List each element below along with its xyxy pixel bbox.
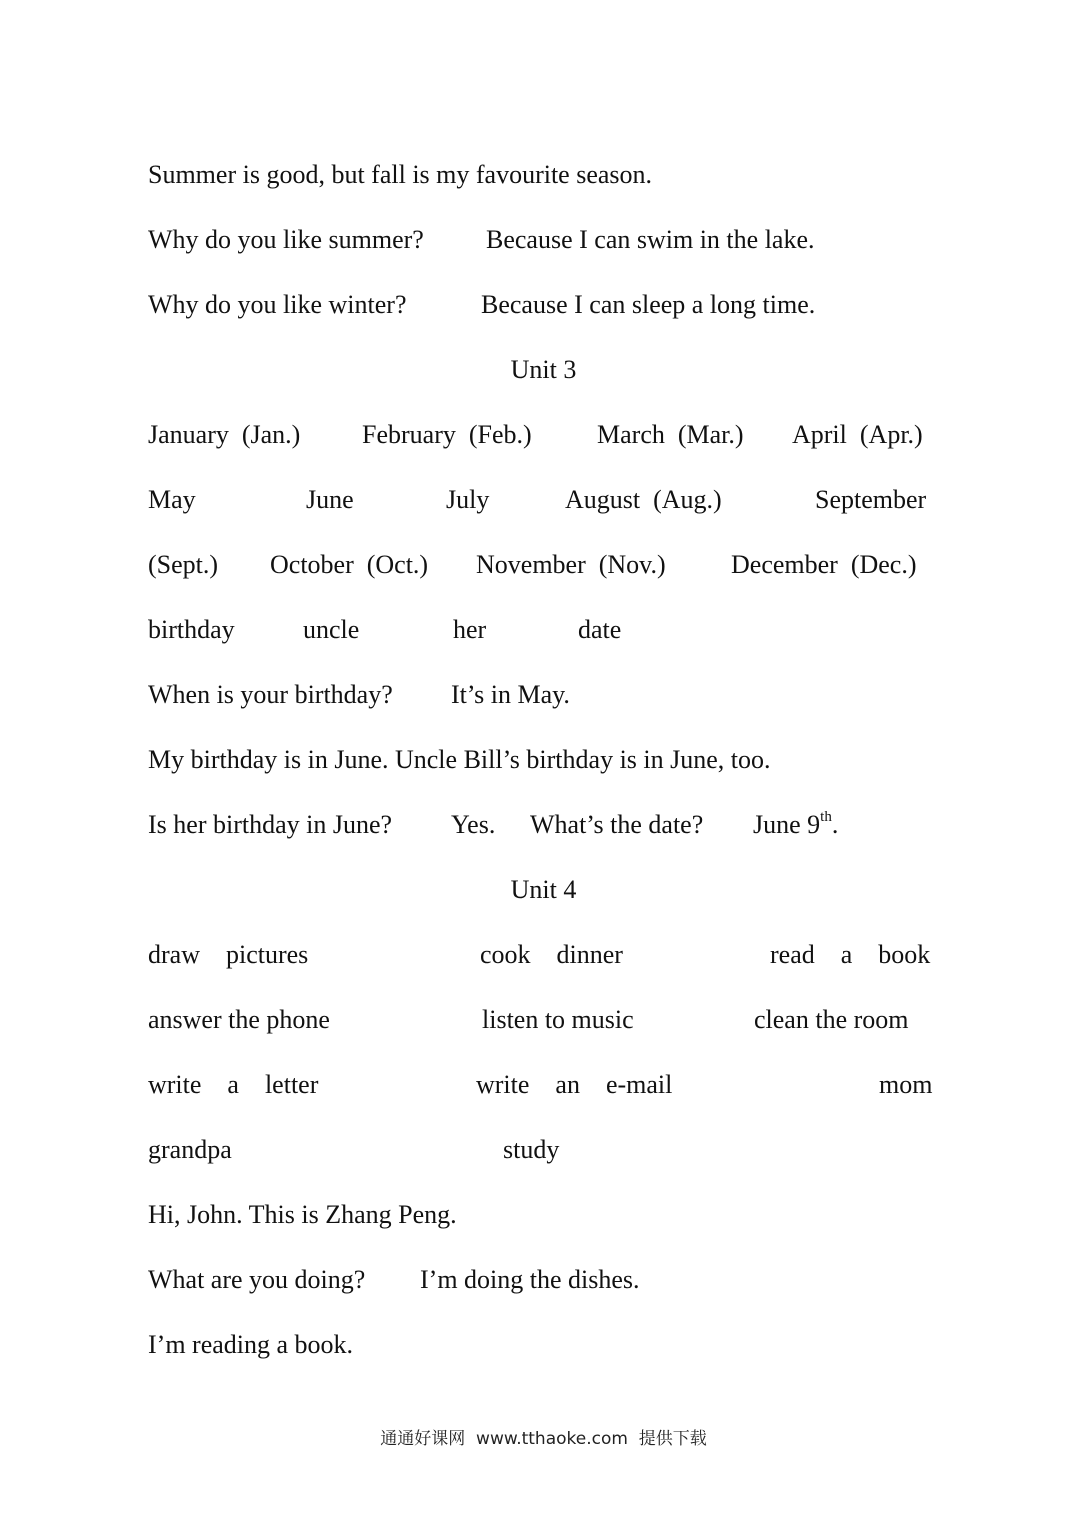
vocab-word: February (Feb.) <box>362 420 532 449</box>
vocab-word: March (Mar.) <box>597 420 744 449</box>
question: When is your birthday? <box>148 680 393 709</box>
text-line <box>148 1200 938 1230</box>
vocab-word: December (Dec.) <box>731 550 917 579</box>
answer: Because I can sleep a long time. <box>481 290 816 319</box>
text-line <box>148 160 938 190</box>
vocab-word: May <box>148 485 196 514</box>
vocab-word: date <box>578 615 622 644</box>
question: Is her birthday in June? <box>148 810 393 839</box>
vocab-phrase: write an e-mail <box>476 1070 673 1099</box>
sentence: Summer is good, but fall is my favourite season. <box>148 160 653 189</box>
answer <box>753 810 838 840</box>
question: What are you doing? <box>148 1265 366 1294</box>
sentence: My birthday is in June. Uncle Bill’s birthday is in June, too. <box>148 745 771 774</box>
period: . <box>831 810 839 839</box>
page-footer: 通通好课网 www.tthaoke.com 提供下载 <box>380 1429 707 1449</box>
question: What’s the date? <box>530 810 704 839</box>
vocab-phrase: study <box>503 1135 560 1164</box>
vocab-word: September <box>815 485 927 514</box>
unit-title: Unit 3 <box>510 355 577 384</box>
text-line <box>148 745 938 775</box>
vocab-phrase: answer the phone <box>148 1005 330 1034</box>
answer: Because I can swim in the lake. <box>486 225 815 254</box>
vocab-word: uncle <box>303 615 360 644</box>
question: Why do you like summer? <box>148 225 424 254</box>
vocab-word: July <box>446 485 490 514</box>
vocab-word: August (Aug.) <box>565 485 722 514</box>
vocab-word: birthday <box>148 615 235 644</box>
vocab-word: October (Oct.) <box>270 550 429 579</box>
vocab-word: April (Apr.) <box>792 420 923 449</box>
answer: I’m doing the dishes. <box>420 1265 640 1294</box>
vocab-phrase: cook dinner <box>480 940 623 969</box>
unit-heading <box>0 875 1087 905</box>
unit-title: Unit 4 <box>510 875 577 904</box>
vocab-word: January (Jan.) <box>148 420 301 449</box>
ordinal-suffix: th <box>820 809 832 826</box>
vocab-phrase: read a book <box>770 940 931 969</box>
text-line <box>148 1330 938 1360</box>
vocab-phrase: grandpa <box>148 1135 232 1164</box>
vocab-word: November (Nov.) <box>476 550 666 579</box>
vocab-phrase: clean the room <box>754 1005 909 1034</box>
sentence: I’m reading a book. <box>148 1330 354 1359</box>
vocab-word: (Sept.) <box>148 550 219 579</box>
question: Why do you like winter? <box>148 290 407 319</box>
vocab-phrase: write a letter <box>148 1070 319 1099</box>
vocab-phrase: mom <box>879 1070 933 1099</box>
unit-heading <box>0 355 1087 385</box>
date-text: June 9 <box>753 810 821 839</box>
vocab-word: June <box>306 485 354 514</box>
answer: Yes. <box>451 810 496 839</box>
sentence: Hi, John. This is Zhang Peng. <box>148 1200 457 1229</box>
vocab-word: her <box>453 615 487 644</box>
vocab-phrase: draw pictures <box>148 940 309 969</box>
vocab-phrase: listen to music <box>482 1005 634 1034</box>
answer: It’s in May. <box>451 680 570 709</box>
